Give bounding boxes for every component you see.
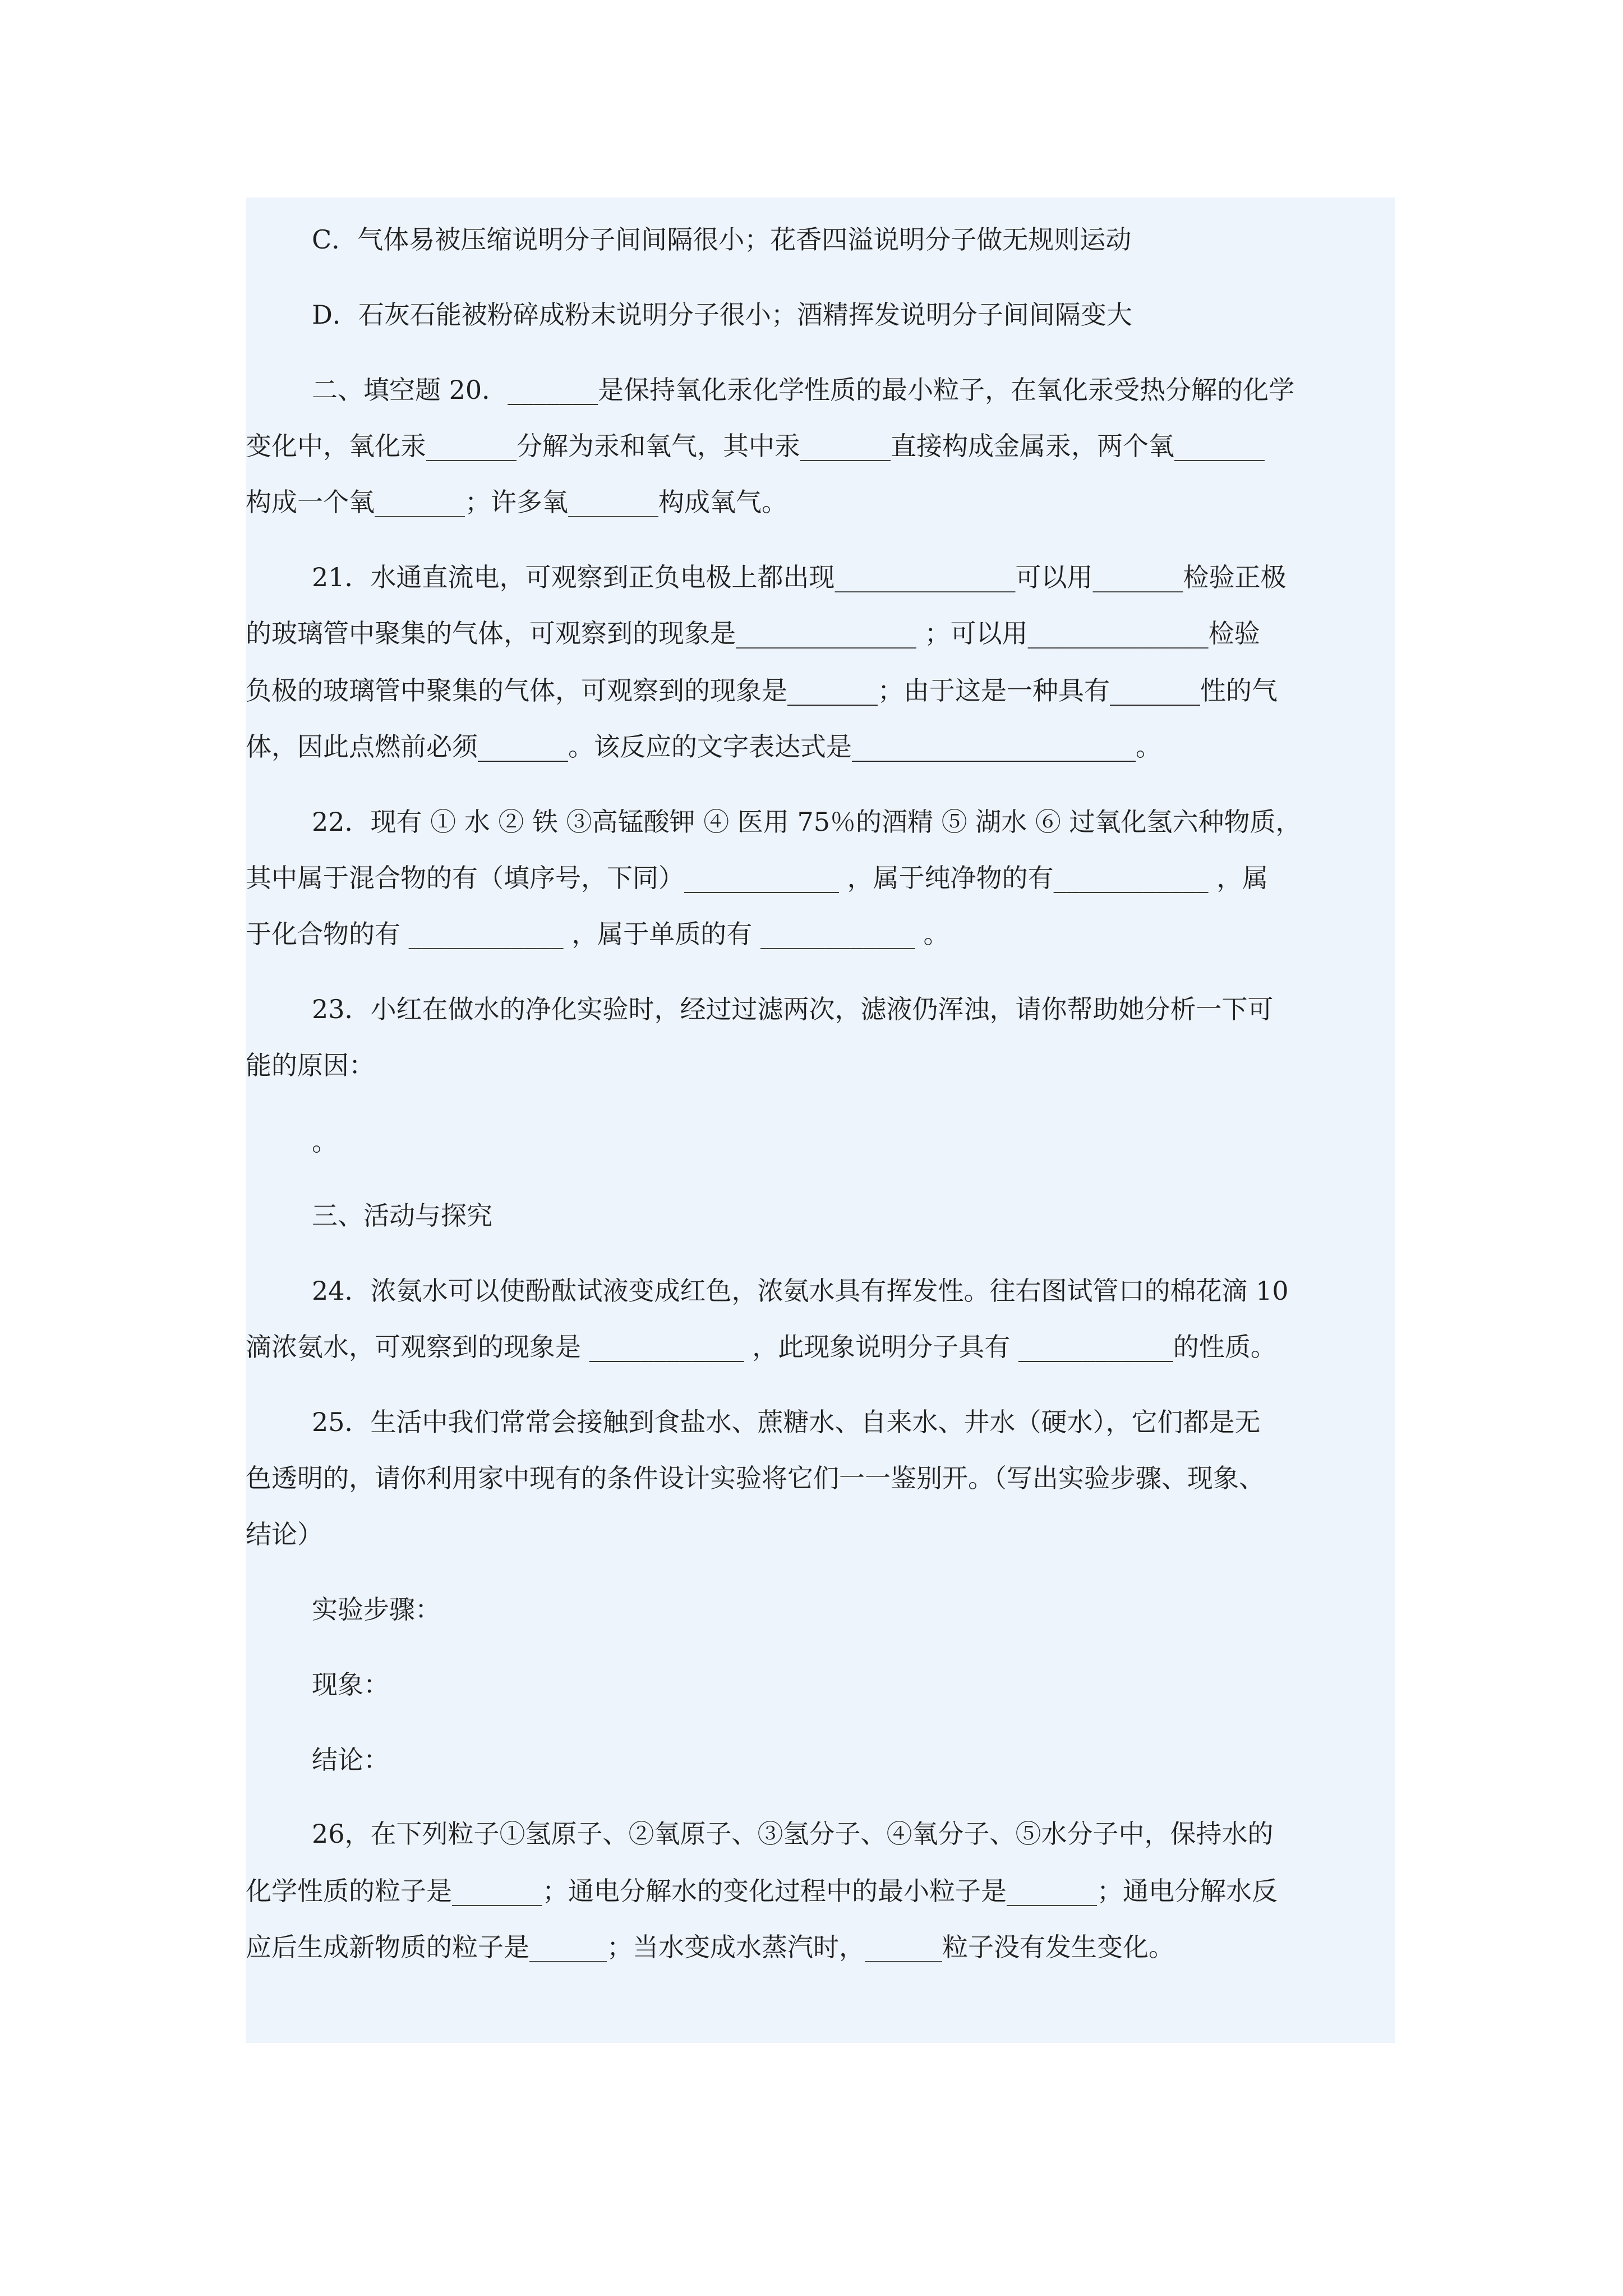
line-q24-1: 24．浓氨水可以使酚酞试液变成红色，浓氨水具有挥发性。往右图试管口的棉花滴 10 bbox=[312, 1276, 1289, 1306]
document-page bbox=[246, 197, 1395, 2043]
line-q26-2: 化学性质的粒子是_______；通电分解水的变化过程中的最小粒子是_______；通电分解水反 bbox=[246, 1876, 1278, 1906]
label-conclusion: 结论： bbox=[312, 1745, 389, 1775]
line-q21-1: 21．水通直流电，可观察到正负电极上都出现______________可以用_______检验正极 bbox=[312, 562, 1287, 592]
line-q21-3: 负极的玻璃管中聚集的气体，可观察到的现象是_______；由于这是一种具有_______性的气 bbox=[246, 675, 1278, 706]
line-q21-4: 体，因此点燃前必须_______。该反应的文字表达式是______________________。 bbox=[246, 731, 1161, 762]
line-q20-3: 构成一个氧_______；许多氧_______构成氧气。 bbox=[246, 487, 787, 517]
line-option-c: C．气体易被压缩说明分子间间隔很小；花香四溢说明分子做无规则运动 bbox=[312, 224, 1132, 255]
label-phenomenon: 现象： bbox=[312, 1669, 389, 1700]
label-steps: 实验步骤： bbox=[312, 1594, 441, 1625]
line-q22-2: 其中属于混合物的有（填序号，下同）____________ ，属于纯净物的有____________ ，属 bbox=[246, 863, 1269, 893]
line-q26-1: 26，在下列粒子①氢原子、②氧原子、③氢分子、④氧分子、⑤水分子中，保持水的 bbox=[312, 1819, 1274, 1849]
line-q23-2: 能的原因： bbox=[246, 1050, 375, 1080]
line-q21-2: 的玻璃管中聚集的气体，可观察到的现象是______________ ；可以用______________检验 bbox=[246, 618, 1260, 648]
line-q20-1: 二、填空题 20．_______是保持氧化汞化学性质的最小粒子，在氧化汞受热分解的化学 bbox=[312, 375, 1295, 405]
line-q23-1: 23．小红在做水的净化实验时，经过过滤两次，滤液仍浑浊，请你帮助她分析一下可 bbox=[312, 994, 1274, 1024]
line-q25-3: 结论） bbox=[246, 1519, 323, 1549]
line-q23-answer: 。 bbox=[312, 1126, 338, 1157]
section-three-heading: 三、活动与探究 bbox=[312, 1200, 492, 1231]
line-q22-3: 于化合物的有 ____________ ，属于单质的有 ____________ 。 bbox=[246, 919, 949, 949]
line-q24-2: 滴浓氨水，可观察到的现象是 ____________ ，此现象说明分子具有 ____________的性质。 bbox=[246, 1332, 1276, 1362]
line-q25-1: 25．生活中我们常常会接触到食盐水、蔗糖水、自来水、井水（硬水），它们都是无 bbox=[312, 1407, 1261, 1437]
line-q25-2: 色透明的，请你利用家中现有的条件设计实验将它们一一鉴别开。（写出实验步骤、现象、 bbox=[246, 1463, 1265, 1493]
line-q26-3: 应后生成新物质的粒子是______；当水变成水蒸汽时，______粒子没有发生变化。 bbox=[246, 1932, 1174, 1962]
line-q22-1: 22．现有 ① 水 ② 铁 ③高锰酸钾 ④ 医用 75％的酒精 ⑤ 湖水 ⑥ 过氧化氢六种物质， bbox=[312, 807, 1302, 837]
line-option-d: D．石灰石能被粉碎成粉末说明分子很小；酒精挥发说明分子间间隔变大 bbox=[312, 300, 1132, 330]
line-q20-2: 变化中，氧化汞_______分解为汞和氧气，其中汞_______直接构成金属汞，两个氧_______ bbox=[246, 431, 1265, 461]
